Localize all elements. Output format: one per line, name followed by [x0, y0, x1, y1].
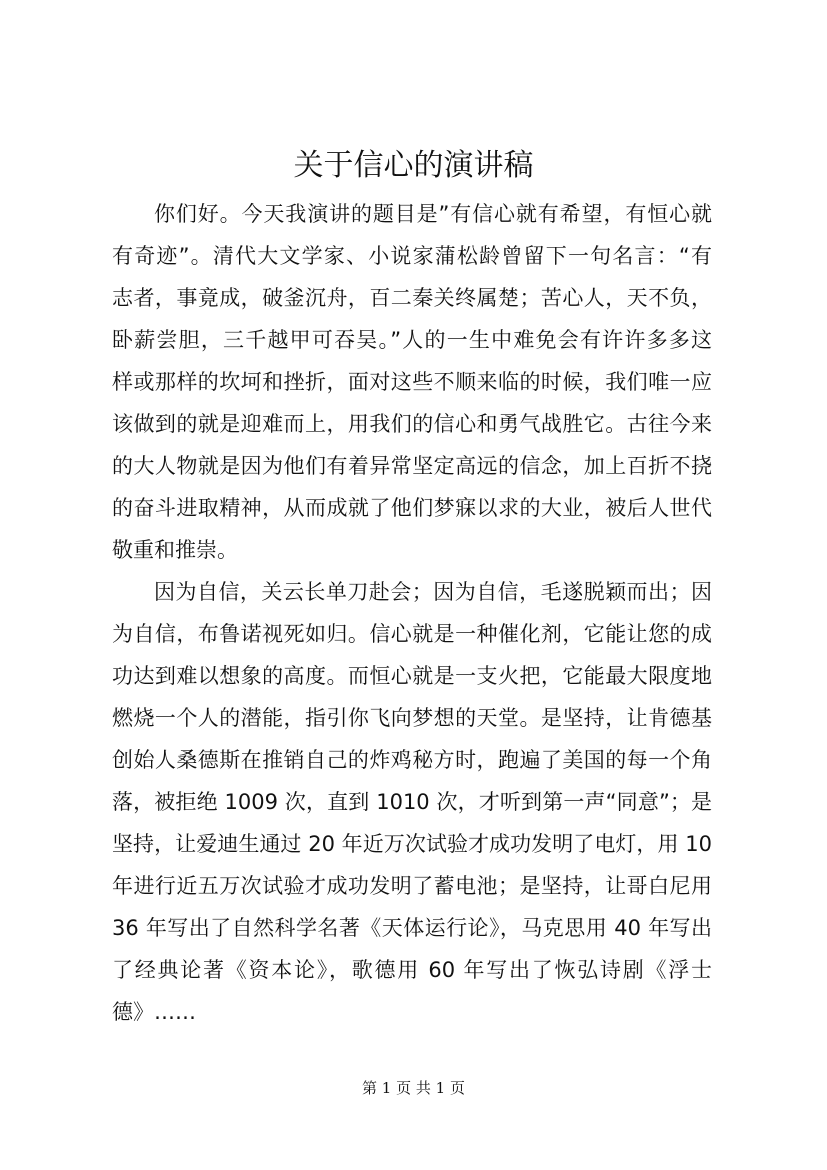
- paragraph-line: 该做到的就是迎难而上，用我们的信心和勇气战胜它。古往今来: [112, 412, 712, 436]
- paragraph-line: 年进行近五万次试验才成功发明了蓄电池；是坚持，让哥白尼用: [112, 874, 712, 898]
- paragraph-line: 36 年写出了自然科学名著《天体运行论》，马克思用 40 年写出: [112, 916, 712, 940]
- paragraph-line: 样或那样的坎坷和挫折，面对这些不顺来临的时候，我们唯一应: [112, 370, 712, 394]
- paragraph-line: 德》……: [112, 1000, 196, 1024]
- paragraph-line: 志者，事竟成，破釜沉舟，百二秦关终属楚；苦心人，天不负，: [112, 286, 712, 310]
- paragraph-line: 的大人物就是因为他们有着异常坚定高远的信念，加上百折不挠: [112, 454, 712, 478]
- paragraph-line: 创始人桑德斯在推销自己的炸鸡秘方时，跑遍了美国的每一个角: [112, 748, 712, 772]
- paragraph-line: 为自信，布鲁诺视死如归。信心就是一种催化剂，它能让您的成: [112, 622, 712, 646]
- paragraph-line: 坚持，让爱迪生通过 20 年近万次试验才成功发明了电灯，用 10: [112, 832, 712, 856]
- document-title: 关于信心的演讲稿: [293, 148, 534, 183]
- paragraph-line: 的奋斗进取精神，从而成就了他们梦寐以求的大业，被后人世代: [112, 496, 712, 520]
- paragraph-line: 敬重和推崇。: [112, 538, 238, 562]
- paragraph-line: 功达到难以想象的高度。而恒心就是一支火把，它能最大限度地: [112, 664, 712, 688]
- paragraph-line: 有奇迹”。清代大文学家、小说家蒲松龄曾留下一句名言：“有: [112, 244, 712, 268]
- paragraph-line: 卧薪尝胆，三千越甲可吞吴。”人的一生中难免会有许许多多这: [112, 328, 712, 352]
- paragraph-line: 落，被拒绝 1009 次，直到 1010 次，才听到第一声“同意”；是: [112, 790, 712, 814]
- page-footer: 第 1 页 共 1 页: [362, 1079, 465, 1097]
- paragraph-line: 燃烧一个人的潜能，指引你飞向梦想的天堂。是坚持，让肯德基: [112, 706, 712, 730]
- paragraph-line: 了经典论著《资本论》，歌德用 60 年写出了恢弘诗剧《浮士: [112, 958, 712, 982]
- paragraph-line: 因为自信，关云长单刀赴会；因为自信，毛遂脱颖而出；因: [154, 580, 712, 604]
- paragraph-line: 你们好。今天我演讲的题目是”有信心就有希望，有恒心就: [154, 202, 712, 226]
